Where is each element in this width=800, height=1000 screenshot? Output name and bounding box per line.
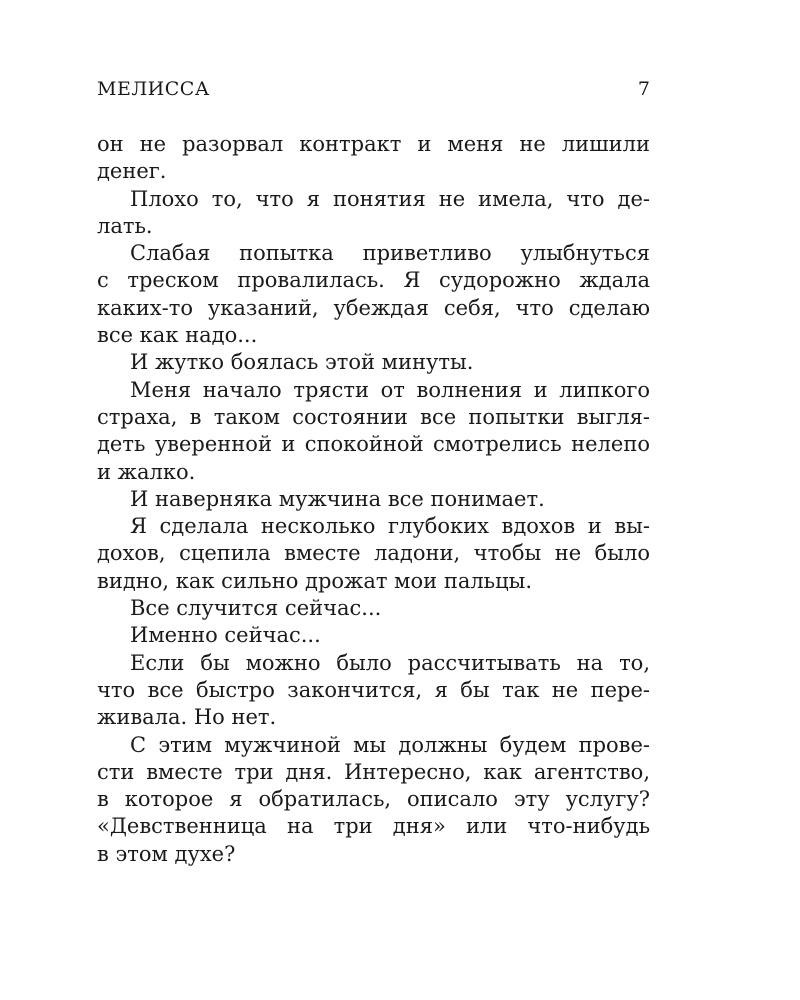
running-title: МЕЛИССА xyxy=(97,78,210,100)
text-line: все как надо... xyxy=(97,323,258,348)
text-line: дохов, сцепила вместе ладони, чтобы не было xyxy=(97,541,650,566)
text-line: С этим мужчиной мы должны будем прове- xyxy=(130,732,650,757)
text-line: с треском провалилась. Я судорожно ждала xyxy=(97,268,650,293)
text-line: «Девственница на три дня» или что-нибудь xyxy=(97,814,650,839)
text-line: и жалко. xyxy=(97,459,196,484)
text-line: И наверняка мужчина все понимает. xyxy=(130,486,545,511)
text-line: Все случится сейчас... xyxy=(130,596,382,621)
running-head xyxy=(97,78,650,108)
text-line: Если бы можно было рассчитывать на то, xyxy=(130,650,650,675)
text-line: в этом духе? xyxy=(97,841,236,866)
text-line: в которое я обратилась, описало эту услугу? xyxy=(97,787,650,812)
text-line: Слабая попытка приветливо улыбнуться xyxy=(130,241,650,266)
body-text xyxy=(97,131,650,868)
text-line: страха, в таком состоянии все попытки выгля- xyxy=(97,404,650,429)
text-line: Меня начало трясти от волнения и липкого xyxy=(130,377,650,402)
page-number: 7 xyxy=(637,78,650,100)
text-line: лать. xyxy=(97,213,153,238)
text-line: Именно сейчас... xyxy=(130,623,321,648)
text-line: И жутко боялась этой минуты. xyxy=(130,350,474,375)
text-line: видно, как сильно дрожат мои пальцы. xyxy=(97,568,533,593)
text-line: денег. xyxy=(97,159,167,184)
text-line: сти вместе три дня. Интересно, как агентство, xyxy=(97,759,650,784)
text-line: каких-то указаний, убеждая себя, что сделаю xyxy=(97,295,650,320)
text-line: Я сделала несколько глубоких вдохов и вы- xyxy=(130,514,650,539)
text-line: он не разорвал контракт и меня не лишили xyxy=(97,132,650,156)
text-line: деть уверенной и спокойной смотрелись нелепо xyxy=(97,432,650,457)
text-line: Плохо то, что я понятия не имела, что де- xyxy=(130,186,650,211)
text-line: что все быстро закончится, я бы так не пере- xyxy=(97,677,650,702)
text-line: живала. Но нет. xyxy=(97,705,277,730)
